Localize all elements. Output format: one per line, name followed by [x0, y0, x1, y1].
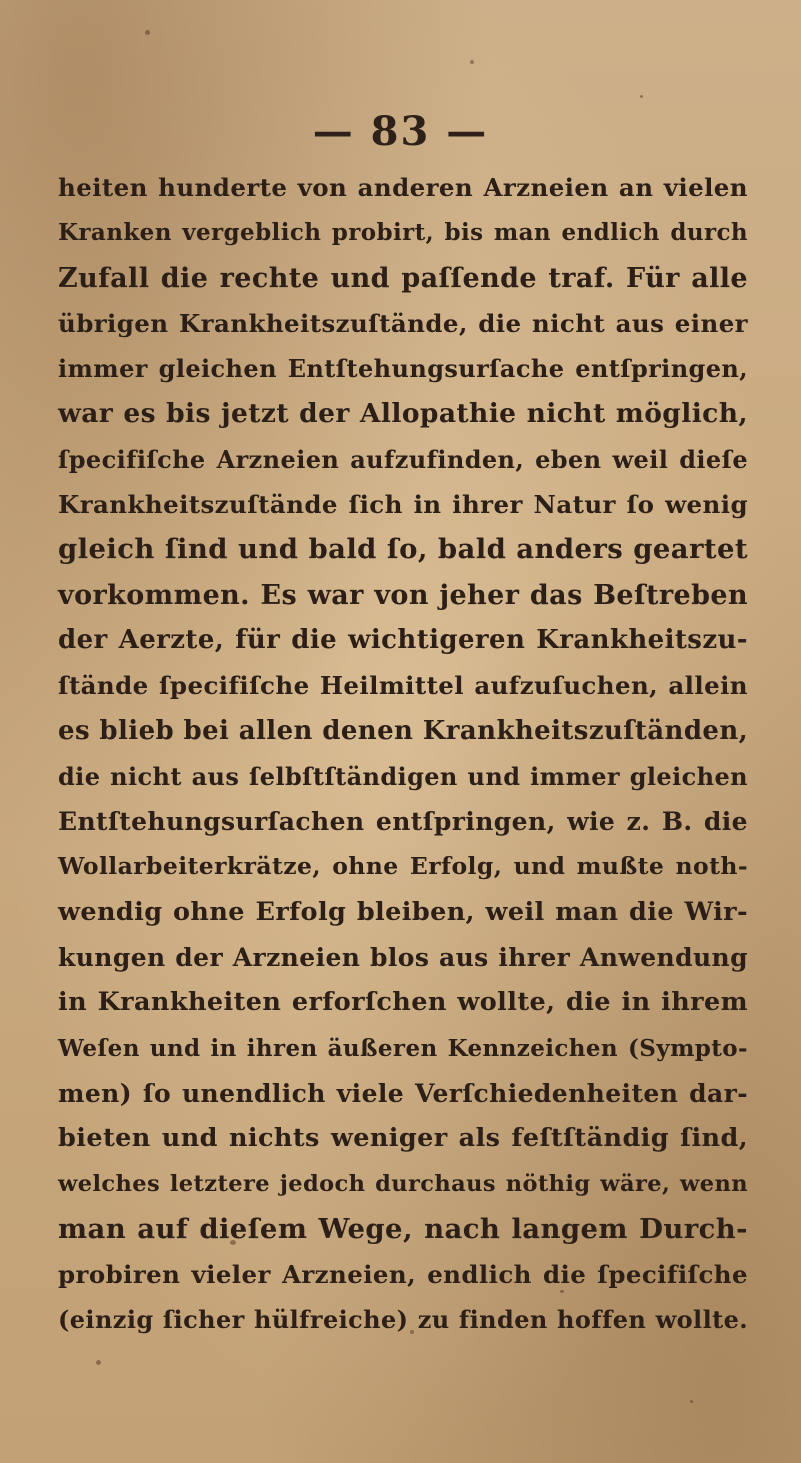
text-line: war es bis jetzt der Allopathie nicht möglich,	[58, 398, 748, 430]
text-line: ſpecifiſche Arzneien aufzufinden, eben weil dieſe	[58, 444, 748, 474]
text-line: immer gleichen Entſtehungsurſache entſpringen,	[58, 354, 748, 384]
text-line: man auf dieſem Wege, nach langem Durch-	[58, 1212, 748, 1245]
text-line: der Aerzte, für die wichtigeren Krankheitszu-	[58, 624, 748, 655]
text-line: welches letztere jedoch durchaus nöthig wäre, wenn	[58, 1170, 748, 1197]
text-line: probiren vieler Arzneien, endlich die ſpecifiſche	[58, 1260, 748, 1290]
text-line: Krankheitszuſtände ſich in ihrer Natur ſo wenig	[58, 490, 748, 520]
text-line: ſtände ſpecifiſche Heilmittel aufzuſuchen, allein	[58, 671, 748, 701]
paper-speck	[96, 1360, 101, 1365]
text-line: men) ſo unendlich viele Verſchiedenheiten dar-	[58, 1078, 748, 1108]
paper-speck	[470, 60, 474, 64]
text-line: Wollarbeiterkrätze, ohne Erfolg, und mußte noth-	[58, 852, 748, 881]
text-line: Zufall die rechte und paſſende traf. Für alle	[58, 262, 748, 294]
paper-speck	[145, 30, 150, 35]
text-line: in Krankheiten erforſchen wollte, die in ihrem	[58, 987, 748, 1018]
text-line: gleich ſind und bald ſo, bald anders geartet	[58, 533, 748, 566]
paper-speck	[640, 95, 643, 98]
text-line: die nicht aus ſelbſtſtändigen und immer gleichen	[58, 761, 748, 791]
page-number: — 83 —	[312, 108, 489, 155]
body-text	[58, 165, 748, 1343]
paper-speck	[690, 1400, 693, 1403]
text-line: (einzig ſicher hülfreiche) zu finden hoffen wollte.	[58, 1305, 748, 1335]
text-line: bieten und nichts weniger als feſtſtändig ſind,	[58, 1123, 748, 1154]
text-line: Kranken vergeblich probirt, bis man endlich durch	[58, 219, 748, 247]
text-line: kungen der Arzneien blos aus ihrer Anwendung	[58, 943, 748, 973]
text-line: Weſen und in ihren äußeren Kennzeichen (Sympto-	[58, 1034, 748, 1062]
text-line: Entſtehungsurſachen entſpringen, wie z. B. die	[58, 807, 748, 837]
text-line: heiten hunderte von anderen Arzneien an vielen	[58, 173, 748, 202]
text-line: vorkommen. Es war von jeher das Beſtreben	[58, 579, 748, 611]
text-line: es blieb bei allen denen Krankheitszuſtänden,	[58, 715, 749, 746]
text-line: übrigen Krankheitszuſtände, die nicht aus einer	[58, 308, 748, 338]
text-line: wendig ohne Erfolg bleiben, weil man die Wir-	[58, 896, 748, 927]
